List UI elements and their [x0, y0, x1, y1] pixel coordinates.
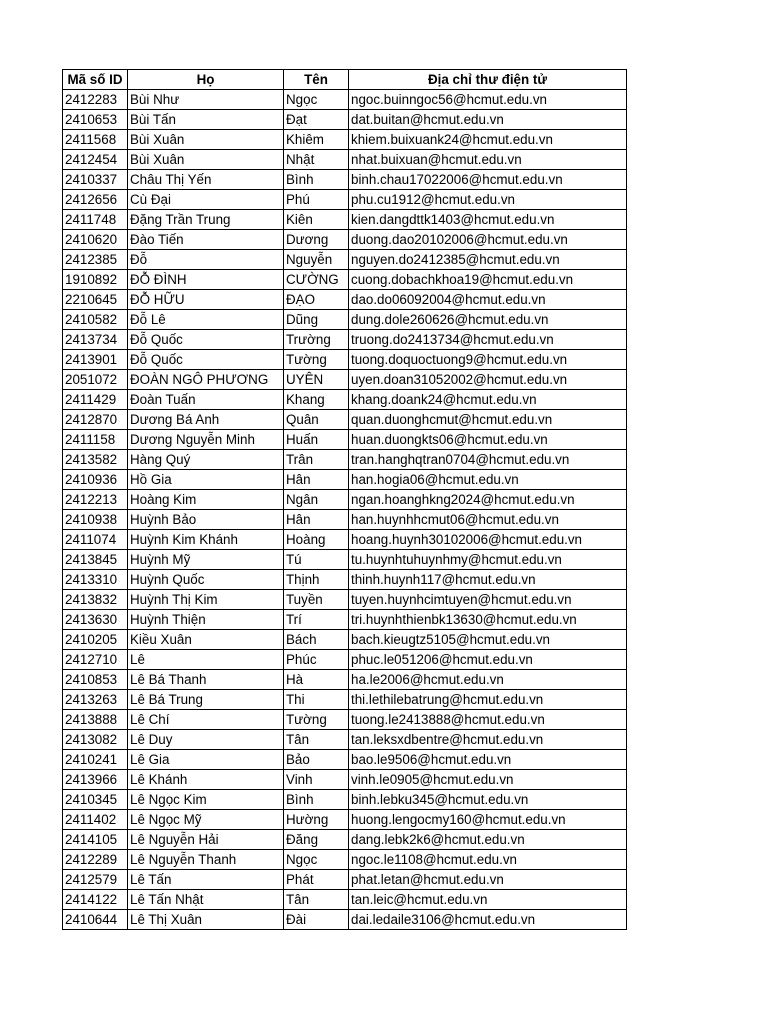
- cell-email: phat.letan@hcmut.edu.vn: [349, 870, 627, 890]
- table-row: [63, 130, 627, 150]
- table-row: [63, 590, 627, 610]
- cell-id: 1910892: [63, 270, 128, 290]
- table-row: [63, 490, 627, 510]
- cell-last-name: Bùi Xuân: [128, 130, 284, 150]
- cell-last-name: Lê Ngọc Kim: [128, 790, 284, 810]
- cell-last-name: Lê Ngọc Mỹ: [128, 810, 284, 830]
- cell-id: 2410653: [63, 110, 128, 130]
- cell-email: tan.leic@hcmut.edu.vn: [349, 890, 627, 910]
- table-row: [63, 110, 627, 130]
- cell-first-name: Hân: [284, 510, 349, 530]
- cell-first-name: CƯỜNG: [284, 270, 349, 290]
- table-row: [63, 270, 627, 290]
- cell-first-name: Dương: [284, 230, 349, 250]
- cell-id: 2410620: [63, 230, 128, 250]
- cell-id: 2210645: [63, 290, 128, 310]
- cell-id: 2414105: [63, 830, 128, 850]
- cell-email: ngoc.le1108@hcmut.edu.vn: [349, 850, 627, 870]
- table-row: [63, 910, 627, 930]
- cell-last-name: Lê Nguyễn Thanh: [128, 850, 284, 870]
- cell-last-name: Đào Tiến: [128, 230, 284, 250]
- cell-last-name: Lê Bá Thanh: [128, 670, 284, 690]
- cell-id: 2413901: [63, 350, 128, 370]
- cell-email: huong.lengocmy160@hcmut.edu.vn: [349, 810, 627, 830]
- table-row: [63, 610, 627, 630]
- cell-first-name: Thịnh: [284, 570, 349, 590]
- cell-email: dat.buitan@hcmut.edu.vn: [349, 110, 627, 130]
- cell-first-name: Trân: [284, 450, 349, 470]
- cell-email: hoang.huynh30102006@hcmut.edu.vn: [349, 530, 627, 550]
- cell-last-name: Lê Chí: [128, 710, 284, 730]
- cell-last-name: ĐỖ ĐÌNH: [128, 270, 284, 290]
- table-row: [63, 290, 627, 310]
- cell-id: 2051072: [63, 370, 128, 390]
- cell-email: nhat.buixuan@hcmut.edu.vn: [349, 150, 627, 170]
- cell-id: 2412579: [63, 870, 128, 890]
- cell-id: 2411158: [63, 430, 128, 450]
- cell-last-name: Huỳnh Quốc: [128, 570, 284, 590]
- cell-first-name: Trí: [284, 610, 349, 630]
- table-header-row: [63, 70, 627, 90]
- cell-id: 2412870: [63, 410, 128, 430]
- table-row: [63, 570, 627, 590]
- cell-last-name: Lê Bá Trung: [128, 690, 284, 710]
- cell-email: bach.kieugtz5105@hcmut.edu.vn: [349, 630, 627, 650]
- cell-last-name: Đặng Trần Trung: [128, 210, 284, 230]
- cell-first-name: Khang: [284, 390, 349, 410]
- cell-first-name: Vinh: [284, 770, 349, 790]
- table-row: [63, 370, 627, 390]
- cell-id: 2413966: [63, 770, 128, 790]
- cell-id: 2413888: [63, 710, 128, 730]
- cell-first-name: ĐẠO: [284, 290, 349, 310]
- cell-first-name: Nhật: [284, 150, 349, 170]
- cell-first-name: Phúc: [284, 650, 349, 670]
- cell-first-name: Bình: [284, 790, 349, 810]
- cell-last-name: ĐOÀN NGÔ PHƯƠNG: [128, 370, 284, 390]
- cell-last-name: Dương Nguyễn Minh: [128, 430, 284, 450]
- table-row: [63, 510, 627, 530]
- cell-first-name: Hà: [284, 670, 349, 690]
- cell-first-name: Ngọc: [284, 850, 349, 870]
- cell-first-name: Bình: [284, 170, 349, 190]
- cell-id: 2413263: [63, 690, 128, 710]
- cell-id: 2410644: [63, 910, 128, 930]
- cell-email: binh.lebku345@hcmut.edu.vn: [349, 790, 627, 810]
- cell-id: 2412656: [63, 190, 128, 210]
- cell-first-name: Phú: [284, 190, 349, 210]
- table-row: [63, 430, 627, 450]
- cell-id: 2410345: [63, 790, 128, 810]
- cell-last-name: Đỗ Quốc: [128, 350, 284, 370]
- cell-id: 2412283: [63, 90, 128, 110]
- cell-id: 2410241: [63, 750, 128, 770]
- header-id: Mã số ID: [63, 70, 128, 90]
- table-body: [63, 90, 627, 930]
- cell-id: 2410205: [63, 630, 128, 650]
- cell-email: khang.doank24@hcmut.edu.vn: [349, 390, 627, 410]
- table-row: [63, 750, 627, 770]
- cell-id: 2411568: [63, 130, 128, 150]
- cell-last-name: Huỳnh Thiện: [128, 610, 284, 630]
- cell-email: truong.do2413734@hcmut.edu.vn: [349, 330, 627, 350]
- table-row: [63, 730, 627, 750]
- cell-last-name: Lê Thị Xuân: [128, 910, 284, 930]
- cell-first-name: Hường: [284, 810, 349, 830]
- cell-id: 2411074: [63, 530, 128, 550]
- table-row: [63, 90, 627, 110]
- cell-email: tu.huynhtuhuynhmy@hcmut.edu.vn: [349, 550, 627, 570]
- cell-last-name: Huỳnh Thị Kim: [128, 590, 284, 610]
- table-row: [63, 230, 627, 250]
- table-row: [63, 770, 627, 790]
- cell-first-name: Kiên: [284, 210, 349, 230]
- table-row: [63, 690, 627, 710]
- cell-id: 2413082: [63, 730, 128, 750]
- cell-last-name: Đoàn Tuấn: [128, 390, 284, 410]
- cell-email: han.hogia06@hcmut.edu.vn: [349, 470, 627, 490]
- cell-id: 2413832: [63, 590, 128, 610]
- table-row: [63, 390, 627, 410]
- cell-email: duong.dao20102006@hcmut.edu.vn: [349, 230, 627, 250]
- table-row: [63, 890, 627, 910]
- table-row: [63, 250, 627, 270]
- cell-email: tri.huynhthienbk13630@hcmut.edu.vn: [349, 610, 627, 630]
- table-row: [63, 650, 627, 670]
- cell-last-name: Cù Đại: [128, 190, 284, 210]
- table-row: [63, 310, 627, 330]
- student-table: [62, 69, 627, 930]
- cell-first-name: Tường: [284, 710, 349, 730]
- cell-first-name: Tuyền: [284, 590, 349, 610]
- table-row: [63, 870, 627, 890]
- cell-id: 2412454: [63, 150, 128, 170]
- cell-last-name: Đỗ: [128, 250, 284, 270]
- cell-first-name: Thi: [284, 690, 349, 710]
- table-row: [63, 850, 627, 870]
- cell-email: tuong.doquoctuong9@hcmut.edu.vn: [349, 350, 627, 370]
- table-row: [63, 550, 627, 570]
- cell-id: 2413310: [63, 570, 128, 590]
- cell-id: 2410337: [63, 170, 128, 190]
- cell-first-name: Tân: [284, 730, 349, 750]
- cell-last-name: Đỗ Lê: [128, 310, 284, 330]
- cell-last-name: Kiều Xuân: [128, 630, 284, 650]
- table-row: [63, 530, 627, 550]
- cell-first-name: Hoàng: [284, 530, 349, 550]
- cell-id: 2410582: [63, 310, 128, 330]
- cell-last-name: Huỳnh Bảo: [128, 510, 284, 530]
- cell-last-name: Lê Gia: [128, 750, 284, 770]
- table-row: [63, 710, 627, 730]
- cell-id: 2411429: [63, 390, 128, 410]
- header-last-name: Họ: [128, 70, 284, 90]
- cell-first-name: Tường: [284, 350, 349, 370]
- cell-id: 2411402: [63, 810, 128, 830]
- table-row: [63, 470, 627, 490]
- cell-id: 2413630: [63, 610, 128, 630]
- cell-id: 2411748: [63, 210, 128, 230]
- cell-email: ha.le2006@hcmut.edu.vn: [349, 670, 627, 690]
- cell-first-name: Quân: [284, 410, 349, 430]
- cell-last-name: ĐỖ HỮU: [128, 290, 284, 310]
- cell-last-name: Lê Nguyễn Hải: [128, 830, 284, 850]
- cell-last-name: Lê: [128, 650, 284, 670]
- cell-last-name: Dương Bá Anh: [128, 410, 284, 430]
- table-row: [63, 830, 627, 850]
- cell-id: 2413845: [63, 550, 128, 570]
- cell-first-name: Tân: [284, 890, 349, 910]
- table-row: [63, 670, 627, 690]
- cell-email: tan.leksxdbentre@hcmut.edu.vn: [349, 730, 627, 750]
- table-row: [63, 350, 627, 370]
- cell-first-name: Tú: [284, 550, 349, 570]
- cell-last-name: Bùi Xuân: [128, 150, 284, 170]
- cell-id: 2414122: [63, 890, 128, 910]
- cell-last-name: Hoàng Kim: [128, 490, 284, 510]
- cell-first-name: UYÊN: [284, 370, 349, 390]
- cell-first-name: Khiêm: [284, 130, 349, 150]
- cell-first-name: Hân: [284, 470, 349, 490]
- table-row: [63, 410, 627, 430]
- table-row: [63, 330, 627, 350]
- cell-email: dao.do06092004@hcmut.edu.vn: [349, 290, 627, 310]
- cell-email: vinh.le0905@hcmut.edu.vn: [349, 770, 627, 790]
- cell-last-name: Hồ Gia: [128, 470, 284, 490]
- cell-last-name: Bùi Tấn: [128, 110, 284, 130]
- cell-email: uyen.doan31052002@hcmut.edu.vn: [349, 370, 627, 390]
- cell-id: 2412385: [63, 250, 128, 270]
- table-row: [63, 790, 627, 810]
- cell-email: tran.hanghqtran0704@hcmut.edu.vn: [349, 450, 627, 470]
- cell-last-name: Lê Duy: [128, 730, 284, 750]
- cell-last-name: Hàng Quý: [128, 450, 284, 470]
- table-row: [63, 630, 627, 650]
- cell-email: ngan.hoanghkng2024@hcmut.edu.vn: [349, 490, 627, 510]
- table-row: [63, 150, 627, 170]
- cell-email: thinh.huynh117@hcmut.edu.vn: [349, 570, 627, 590]
- cell-first-name: Bảo: [284, 750, 349, 770]
- cell-email: kien.dangdttk1403@hcmut.edu.vn: [349, 210, 627, 230]
- cell-id: 2410853: [63, 670, 128, 690]
- cell-last-name: Lê Khánh: [128, 770, 284, 790]
- cell-first-name: Đài: [284, 910, 349, 930]
- cell-email: khiem.buixuank24@hcmut.edu.vn: [349, 130, 627, 150]
- header-email: Địa chỉ thư điện tử: [349, 70, 627, 90]
- cell-email: dung.dole260626@hcmut.edu.vn: [349, 310, 627, 330]
- cell-last-name: Bùi Như: [128, 90, 284, 110]
- cell-id: 2412710: [63, 650, 128, 670]
- cell-first-name: Huấn: [284, 430, 349, 450]
- cell-last-name: Huỳnh Mỹ: [128, 550, 284, 570]
- cell-email: thi.lethilebatrung@hcmut.edu.vn: [349, 690, 627, 710]
- cell-first-name: Phát: [284, 870, 349, 890]
- cell-first-name: Ngọc: [284, 90, 349, 110]
- cell-id: 2412289: [63, 850, 128, 870]
- header-first-name: Tên: [284, 70, 349, 90]
- cell-first-name: Bách: [284, 630, 349, 650]
- cell-email: huan.duongkts06@hcmut.edu.vn: [349, 430, 627, 450]
- cell-last-name: Lê Tấn: [128, 870, 284, 890]
- cell-email: quan.duonghcmut@hcmut.edu.vn: [349, 410, 627, 430]
- cell-first-name: Nguyễn: [284, 250, 349, 270]
- cell-email: bao.le9506@hcmut.edu.vn: [349, 750, 627, 770]
- cell-email: ngoc.buinngoc56@hcmut.edu.vn: [349, 90, 627, 110]
- cell-id: 2410936: [63, 470, 128, 490]
- cell-first-name: Đạt: [284, 110, 349, 130]
- cell-email: phu.cu1912@hcmut.edu.vn: [349, 190, 627, 210]
- cell-first-name: Ngân: [284, 490, 349, 510]
- cell-first-name: Dũng: [284, 310, 349, 330]
- cell-id: 2410938: [63, 510, 128, 530]
- table-row: [63, 210, 627, 230]
- cell-email: tuyen.huynhcimtuyen@hcmut.edu.vn: [349, 590, 627, 610]
- cell-email: binh.chau17022006@hcmut.edu.vn: [349, 170, 627, 190]
- cell-id: 2413734: [63, 330, 128, 350]
- cell-first-name: Đăng: [284, 830, 349, 850]
- cell-last-name: Huỳnh Kim Khánh: [128, 530, 284, 550]
- cell-last-name: Đỗ Quốc: [128, 330, 284, 350]
- cell-email: dai.ledaile3106@hcmut.edu.vn: [349, 910, 627, 930]
- table-row: [63, 170, 627, 190]
- cell-last-name: Châu Thị Yến: [128, 170, 284, 190]
- cell-last-name: Lê Tấn Nhật: [128, 890, 284, 910]
- cell-id: 2412213: [63, 490, 128, 510]
- cell-id: 2413582: [63, 450, 128, 470]
- cell-first-name: Trường: [284, 330, 349, 350]
- table-row: [63, 450, 627, 470]
- cell-email: dang.lebk2k6@hcmut.edu.vn: [349, 830, 627, 850]
- cell-email: nguyen.do2412385@hcmut.edu.vn: [349, 250, 627, 270]
- table-row: [63, 810, 627, 830]
- cell-email: han.huynhhcmut06@hcmut.edu.vn: [349, 510, 627, 530]
- cell-email: phuc.le051206@hcmut.edu.vn: [349, 650, 627, 670]
- table-row: [63, 190, 627, 210]
- cell-email: cuong.dobachkhoa19@hcmut.edu.vn: [349, 270, 627, 290]
- cell-email: tuong.le2413888@hcmut.edu.vn: [349, 710, 627, 730]
